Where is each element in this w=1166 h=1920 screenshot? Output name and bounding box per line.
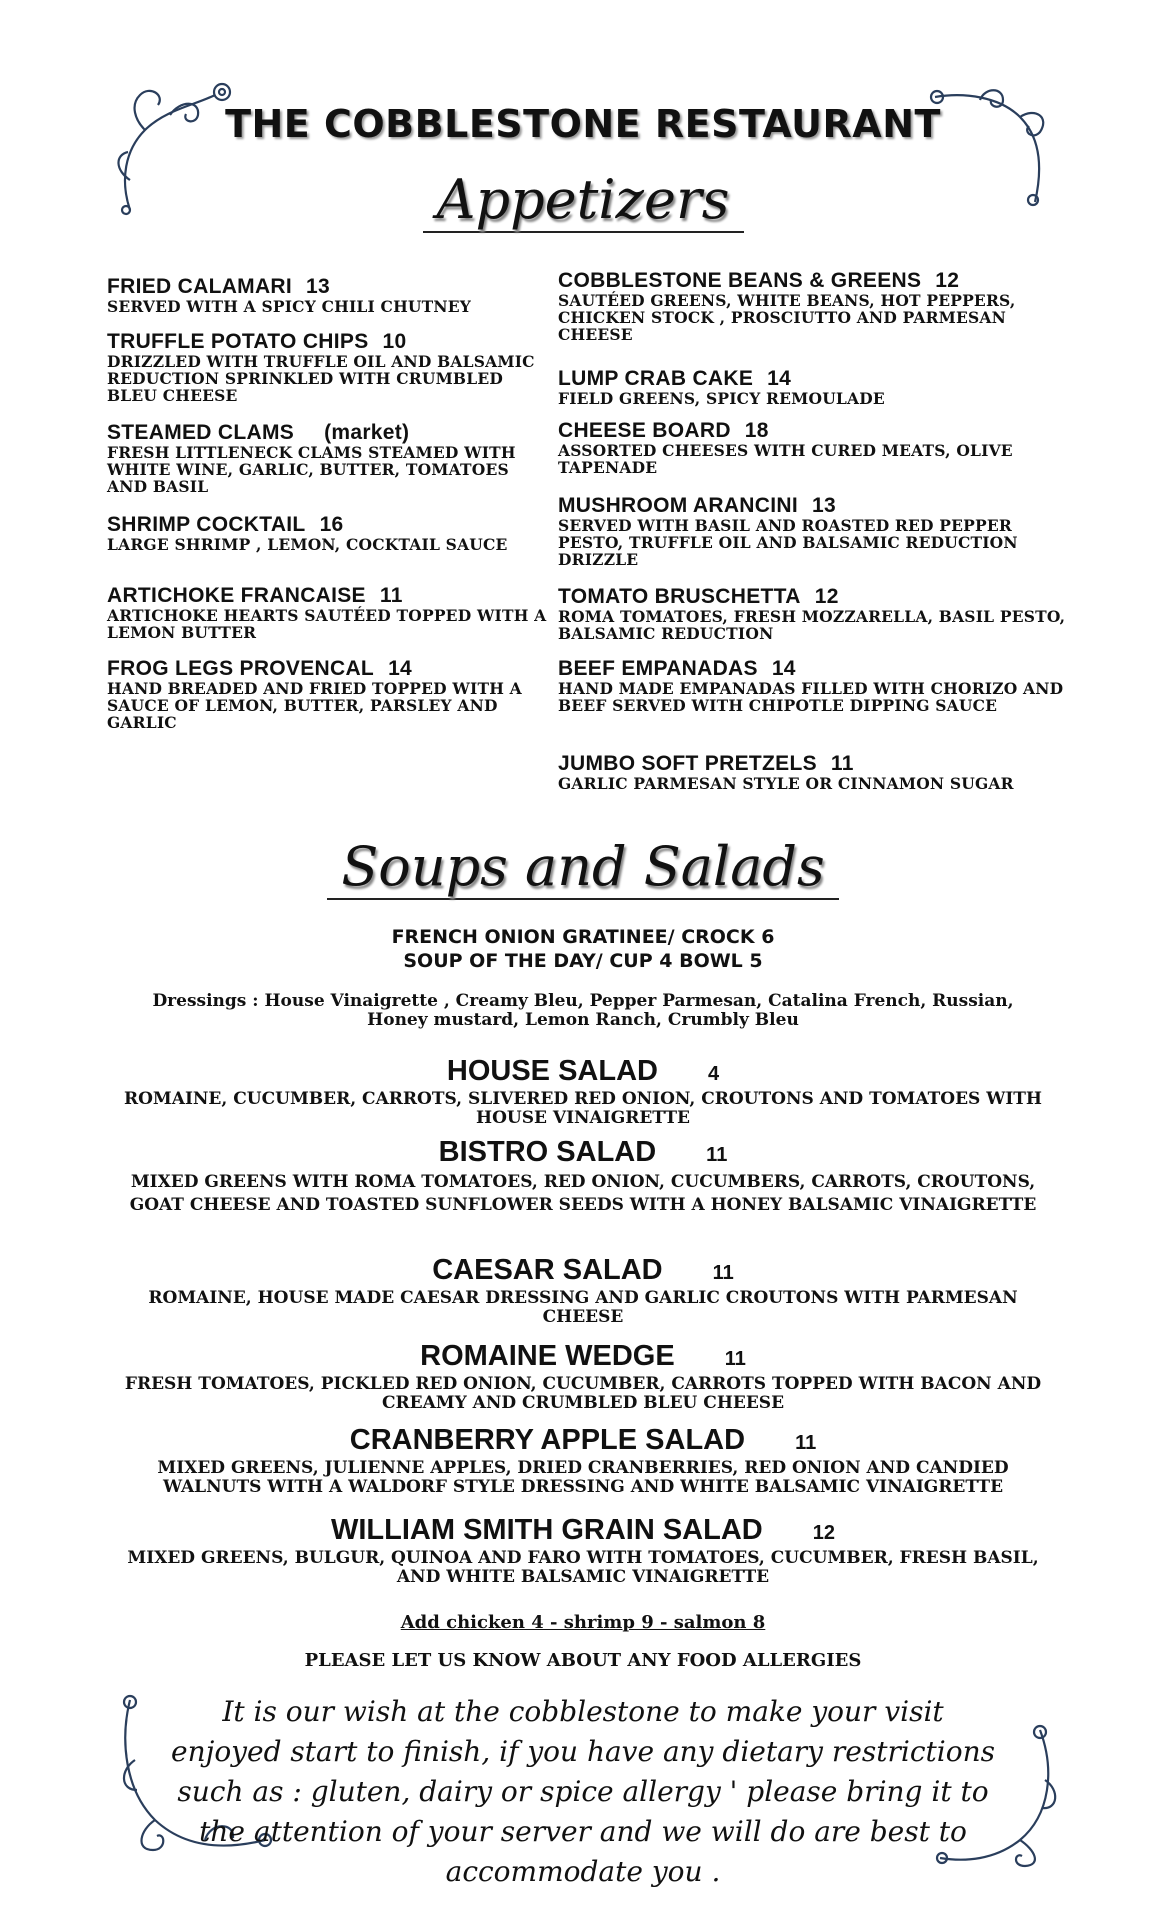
restaurant-title: THE COBBLESTONE RESTAURANT: [225, 102, 941, 146]
item-name: FROG LEGS PROVENCAL: [107, 657, 375, 680]
salad-item: [120, 1254, 1046, 1327]
item-description: HAND MADE EMPANADAS FILLED WITH CHORIZO AND BEEF SERVED WITH CHIPOTLE DIPPING SAUCE: [558, 679, 1064, 715]
item-name: TOMATO BRUSCHETTA: [558, 585, 801, 608]
allergy-section: [120, 1650, 1046, 1671]
soup-of-the-day: SOUP OF THE DAY/ CUP 4 BOWL 5: [403, 950, 763, 972]
item-price: 11: [830, 752, 854, 775]
item-description: FIELD GREENS, SPICY REMOULADE: [558, 389, 885, 408]
item-description: HAND BREADED AND FRIED TOPPED WITH A SAUCE OF LEMON, BUTTER, PARSLEY AND GARLIC: [107, 679, 522, 732]
item-description: SERVED WITH BASIL AND ROASTED RED PEPPER PESTO, TRUFFLE OIL AND BALSAMIC REDUCTION DRIZZLE: [558, 516, 1018, 569]
menu-item: [558, 658, 1078, 714]
menu-item: [558, 270, 1078, 343]
menu-item: [107, 276, 471, 315]
menu-item: [107, 658, 547, 731]
closing-message: It is our wish at the cobblestone to make your visit enjoyed start to finish, if you have any dietary restrictions such as : gluten, dairy or spice allergy ' please bring it to the attention of your server and we will do are best to accommodate you .: [171, 1695, 995, 1888]
item-price: 18: [744, 419, 769, 442]
appetizers-heading: [0, 168, 1166, 231]
item-price: 11: [379, 584, 403, 607]
salad-price: 12: [812, 1522, 835, 1544]
item-description: SERVED WITH A SPICY CHILI CHUTNEY: [107, 297, 472, 316]
dressings-list: Dressings : House Vinaigrette , Creamy Bleu, Pepper Parmesan, Catalina French, Russian, Honey mustard, Lemon Ranch, Crumbly Bleu: [152, 991, 1014, 1030]
item-description: ASSORTED CHEESES WITH CURED MEATS, OLIVE TAPENADE: [558, 441, 1013, 477]
item-price: (market): [324, 421, 410, 444]
item-price: 16: [319, 513, 344, 536]
item-name: JUMBO SOFT PRETZELS: [558, 752, 817, 775]
soups-salads-heading-text: Soups and Salads: [327, 835, 838, 900]
salad-description: MIXED GREENS, JULIENNE APPLES, DRIED CRANBERRIES, RED ONION AND CANDIED WALNUTS WITH A WALDORF STYLE DRESSING AND WHITE BALSAMIC VINAIGRETTE: [157, 1458, 1009, 1497]
salad-price: 4: [707, 1063, 720, 1085]
item-price: 13: [811, 494, 836, 517]
item-name: COBBLESTONE BEANS & GREENS: [558, 269, 922, 292]
soups-section: [120, 925, 1046, 973]
item-description: SAUTÉED GREENS, WHITE BEANS, HOT PEPPERS, CHICKEN STOCK , PROSCIUTTO AND PARMESAN CHEESE: [558, 291, 1016, 344]
addons-text: Add chicken 4 - shrimp 9 - salmon 8: [400, 1612, 766, 1633]
salad-price: 11: [795, 1432, 817, 1454]
soup-french-onion: FRENCH ONION GRATINEE/ CROCK 6: [391, 926, 775, 948]
item-price: 14: [771, 657, 796, 680]
salad-price: 11: [706, 1144, 728, 1166]
item-name: LUMP CRAB CAKE: [558, 367, 754, 390]
item-description: ROMA TOMATOES, FRESH MOZZARELLA, BASIL PESTO, BALSAMIC REDUCTION: [558, 607, 1066, 643]
salad-description: MIXED GREENS WITH ROMA TOMATOES, RED ONION, CUCUMBERS, CARROTS, CROUTONS, GOAT CHEESE AND TOASTED SUNFLOWER SEEDS WITH A HONEY BALSAMIC VINAIGRETTE: [129, 1172, 1037, 1215]
item-name: MUSHROOM ARANCINI: [558, 494, 798, 517]
salad-item: [120, 1055, 1046, 1128]
menu-item: [107, 514, 508, 553]
item-price: 12: [814, 585, 839, 608]
item-name: ARTICHOKE FRANCAISE: [107, 584, 366, 607]
item-name: STEAMED CLAMS: [107, 421, 295, 444]
menu-item: [558, 495, 1078, 568]
salad-name: CAESAR SALAD: [432, 1254, 663, 1286]
menu-item: [107, 585, 547, 641]
salad-item: [120, 1514, 1046, 1587]
appetizers-heading-text: Appetizers: [423, 168, 744, 233]
menu-item: [558, 368, 885, 407]
salad-name: WILLIAM SMITH GRAIN SALAD: [331, 1514, 763, 1546]
item-description: LARGE SHRIMP , LEMON, COCKTAIL SAUCE: [107, 535, 508, 554]
soups-salads-heading: [0, 835, 1166, 898]
item-price: 14: [388, 657, 413, 680]
item-name: FRIED CALAMARI: [107, 275, 293, 298]
item-price: 10: [382, 330, 407, 353]
item-price: 13: [306, 275, 330, 298]
menu-item: [558, 420, 1078, 476]
item-description: GARLIC PARMESAN STYLE OR CINNAMON SUGAR: [558, 774, 1014, 793]
salad-name: CRANBERRY APPLE SALAD: [349, 1424, 746, 1456]
salad-description: MIXED GREENS, BULGUR, QUINOA AND FARO WITH TOMATOES, CUCUMBER, FRESH BASIL, AND WHITE BALSAMIC VINAIGRETTE: [127, 1548, 1039, 1587]
item-description: ARTICHOKE HEARTS SAUTÉED TOPPED WITH A LEMON BUTTER: [107, 606, 547, 642]
salad-price: 11: [724, 1348, 746, 1370]
salad-item: [120, 1340, 1046, 1413]
item-name: CHEESE BOARD: [558, 419, 731, 442]
salad-description: ROMAINE, HOUSE MADE CAESAR DRESSING AND GARLIC CROUTONS WITH PARMESAN CHEESE: [148, 1288, 1018, 1327]
item-name: BEEF EMPANADAS: [558, 657, 758, 680]
menu-item: [558, 753, 1014, 792]
salad-item: [120, 1424, 1046, 1497]
dressings-section: [120, 992, 1046, 1030]
item-price: 12: [935, 269, 960, 292]
salad-price: 11: [712, 1262, 734, 1284]
item-description: DRIZZLED WITH TRUFFLE OIL AND BALSAMIC REDUCTION SPRINKLED WITH CRUMBLED BLEU CHEESE: [107, 352, 535, 405]
menu-item: [107, 422, 547, 495]
salad-item: [120, 1136, 1046, 1217]
salad-name: HOUSE SALAD: [446, 1055, 658, 1087]
menu-item: [558, 586, 1078, 642]
item-name: TRUFFLE POTATO CHIPS: [107, 330, 369, 353]
menu-item: [107, 331, 547, 404]
addons-section: [120, 1612, 1046, 1633]
salad-description: ROMAINE, CUCUMBER, CARROTS, SLIVERED RED ONION, CROUTONS AND TOMATOES WITH HOUSE VINAIGRETTE: [124, 1089, 1042, 1128]
salad-name: BISTRO SALAD: [438, 1136, 657, 1168]
item-description: FRESH LITTLENECK CLAMS STEAMED WITH WHITE WINE, GARLIC, BUTTER, TOMATOES AND BASIL: [107, 443, 516, 496]
item-price: 14: [767, 367, 792, 390]
allergy-notice: PLEASE LET US KNOW ABOUT ANY FOOD ALLERGIES: [304, 1650, 862, 1671]
salad-name: ROMAINE WEDGE: [420, 1340, 675, 1372]
salad-description: FRESH TOMATOES, PICKLED RED ONION, CUCUMBER, CARROTS TOPPED WITH BACON AND CREAMY AND CRUMBLED BLEU CHEESE: [124, 1374, 1042, 1413]
item-name: SHRIMP COCKTAIL: [107, 513, 306, 536]
